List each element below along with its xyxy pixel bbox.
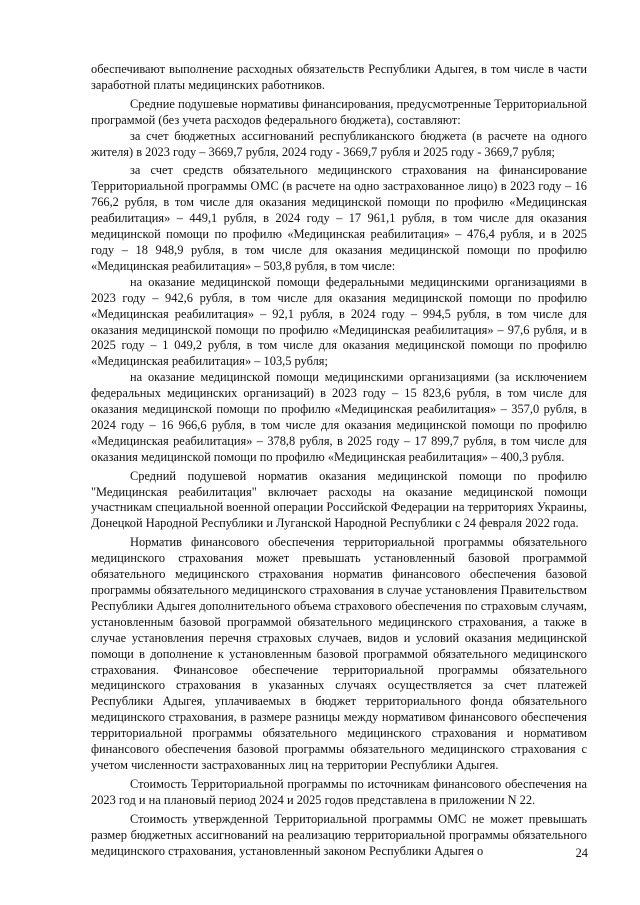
paragraph-federal-organizations: на оказание медицинской помощи федеральными медицинскими организациями в 2023 году – 942,6 рубля, в том числе для оказания медицинской помощи по профилю «Медицинская реабилитация» – 92,1 рубля, в 2024 году – 994,5 рубля, в том числе для оказания медицинской помощи по профилю «Медицинская реабилитация» – 97,6 рубля, и в 2025 году – 1 049,2 рубля, в том числе для оказания медицинской помощи по профилю «Медицинская реабилитация» – 103,5 рубля;: [91, 274, 587, 369]
paragraph-rehabilitation-standard: Средний подушевой норматив оказания медицинской помощи по профилю "Медицинская реабилитация" включает расходы на оказание медицинской помощи участникам специальной военной операции Российской Федерации на территориях Украины, Донецкой Народной Республики и Луганской Народной Республики с 24 февраля 2022 года.: [91, 468, 587, 531]
paragraph-other-organizations: на оказание медицинской помощи медицинскими организациями (за исключением федеральных медицинских организаций) в 2023 году – 15 823,6 рубля, в том числе для оказания медицинской помощи по профилю «Медицинская реабилитация» – 357,0 рубля, в 2024 году – 16 966,6 рубля, в том числе для оказания медицинской помощи по профилю «Медицинская реабилитация» – 378,8 рубля, в 2025 году – 17 899,7 рубля, в том числе для оказания медицинской помощи по профилю «Медицинская реабилитация» – 400,3 рубля.: [91, 370, 587, 464]
paragraph-average-per-capita-standards: Средние подушевые нормативы финансирования, предусмотренные Территориальной программой (без учета расходов федерального бюджета), составляют:: [91, 96, 587, 127]
paragraph-continuation: обеспечивают выполнение расходных обязательств Республики Адыгея, в том числе в части заработной платы медицинских работников.: [91, 62, 587, 92]
paragraph-budget-allocations: за счет бюджетных ассигнований республиканского бюджета (в расчете на одного жителя) в 2023 году – 3669,7 рубля, 2024 году - 3669,7 рубля и 2025 году - 3669,7 рубля;: [91, 128, 587, 159]
paragraph-approved-program-cost: Стоимость утвержденной Территориальной программы ОМС не может превышать размер бюджетных ассигнований на реализацию территориальной программы обязательного медицинского страхования, установленный законом Республики Адыгея о: [91, 811, 587, 858]
page-number: 24: [575, 846, 588, 860]
document-body: [91, 62, 587, 859]
paragraph-financing-standard: Норматив финансового обеспечения территориальной программы обязательного медицинского страхования может превышать установленный базовой программой обязательного медицинского страхования норматив финансового обеспечения базовой программы обязательного медицинского страхования в случае установления Правительством Республики Адыгея дополнительного объема страхового обеспечения по страховым случаям, установленным базовой программой обязательного медицинского страхования, а также в случае установления перечня страховых случаев, видов и условий оказания медицинской помощи в дополнение к установленным базовой программой обязательного медицинского страхования. Финансовое обеспечение территориальной программы обязательного медицинского страхования в указанных случаях осуществляется за счет платежей Республики Адыгея, уплачиваемых в бюджет территориального фонда обязательного медицинского страхования, в размере разницы между нормативом финансового обеспечения территориальной программы обязательного медицинского страхования и нормативом финансового обеспечения базовой программы обязательного медицинского страхования с учетом численности застрахованных лиц на территории Республики Адыгея.: [91, 535, 587, 772]
paragraph-program-cost: Стоимость Территориальной программы по источникам финансового обеспечения на 2023 год и на плановый период 2024 и 2025 годов представлена в приложении N 22.: [91, 776, 587, 807]
paragraph-oms-funds: за счет средств обязательного медицинского страхования на финансирование Территориальной программы ОМС (в расчете на одно застрахованное лицо) в 2023 году – 16 766,2 рубля, в том числе для оказания медицинской помощи по профилю «Медицинская реабилитация» – 449,1 рубля, в 2024 году – 17 961,1 рубля, в том числе для оказания медицинской помощи по профилю «Медицинская реабилитация» – 476,4 рубля, и в 2025 году – 18 948,9 рубля, в том числе для оказания медицинской помощи по профилю «Медицинская реабилитация» – 503,8 рубля, в том числе:: [91, 163, 587, 273]
